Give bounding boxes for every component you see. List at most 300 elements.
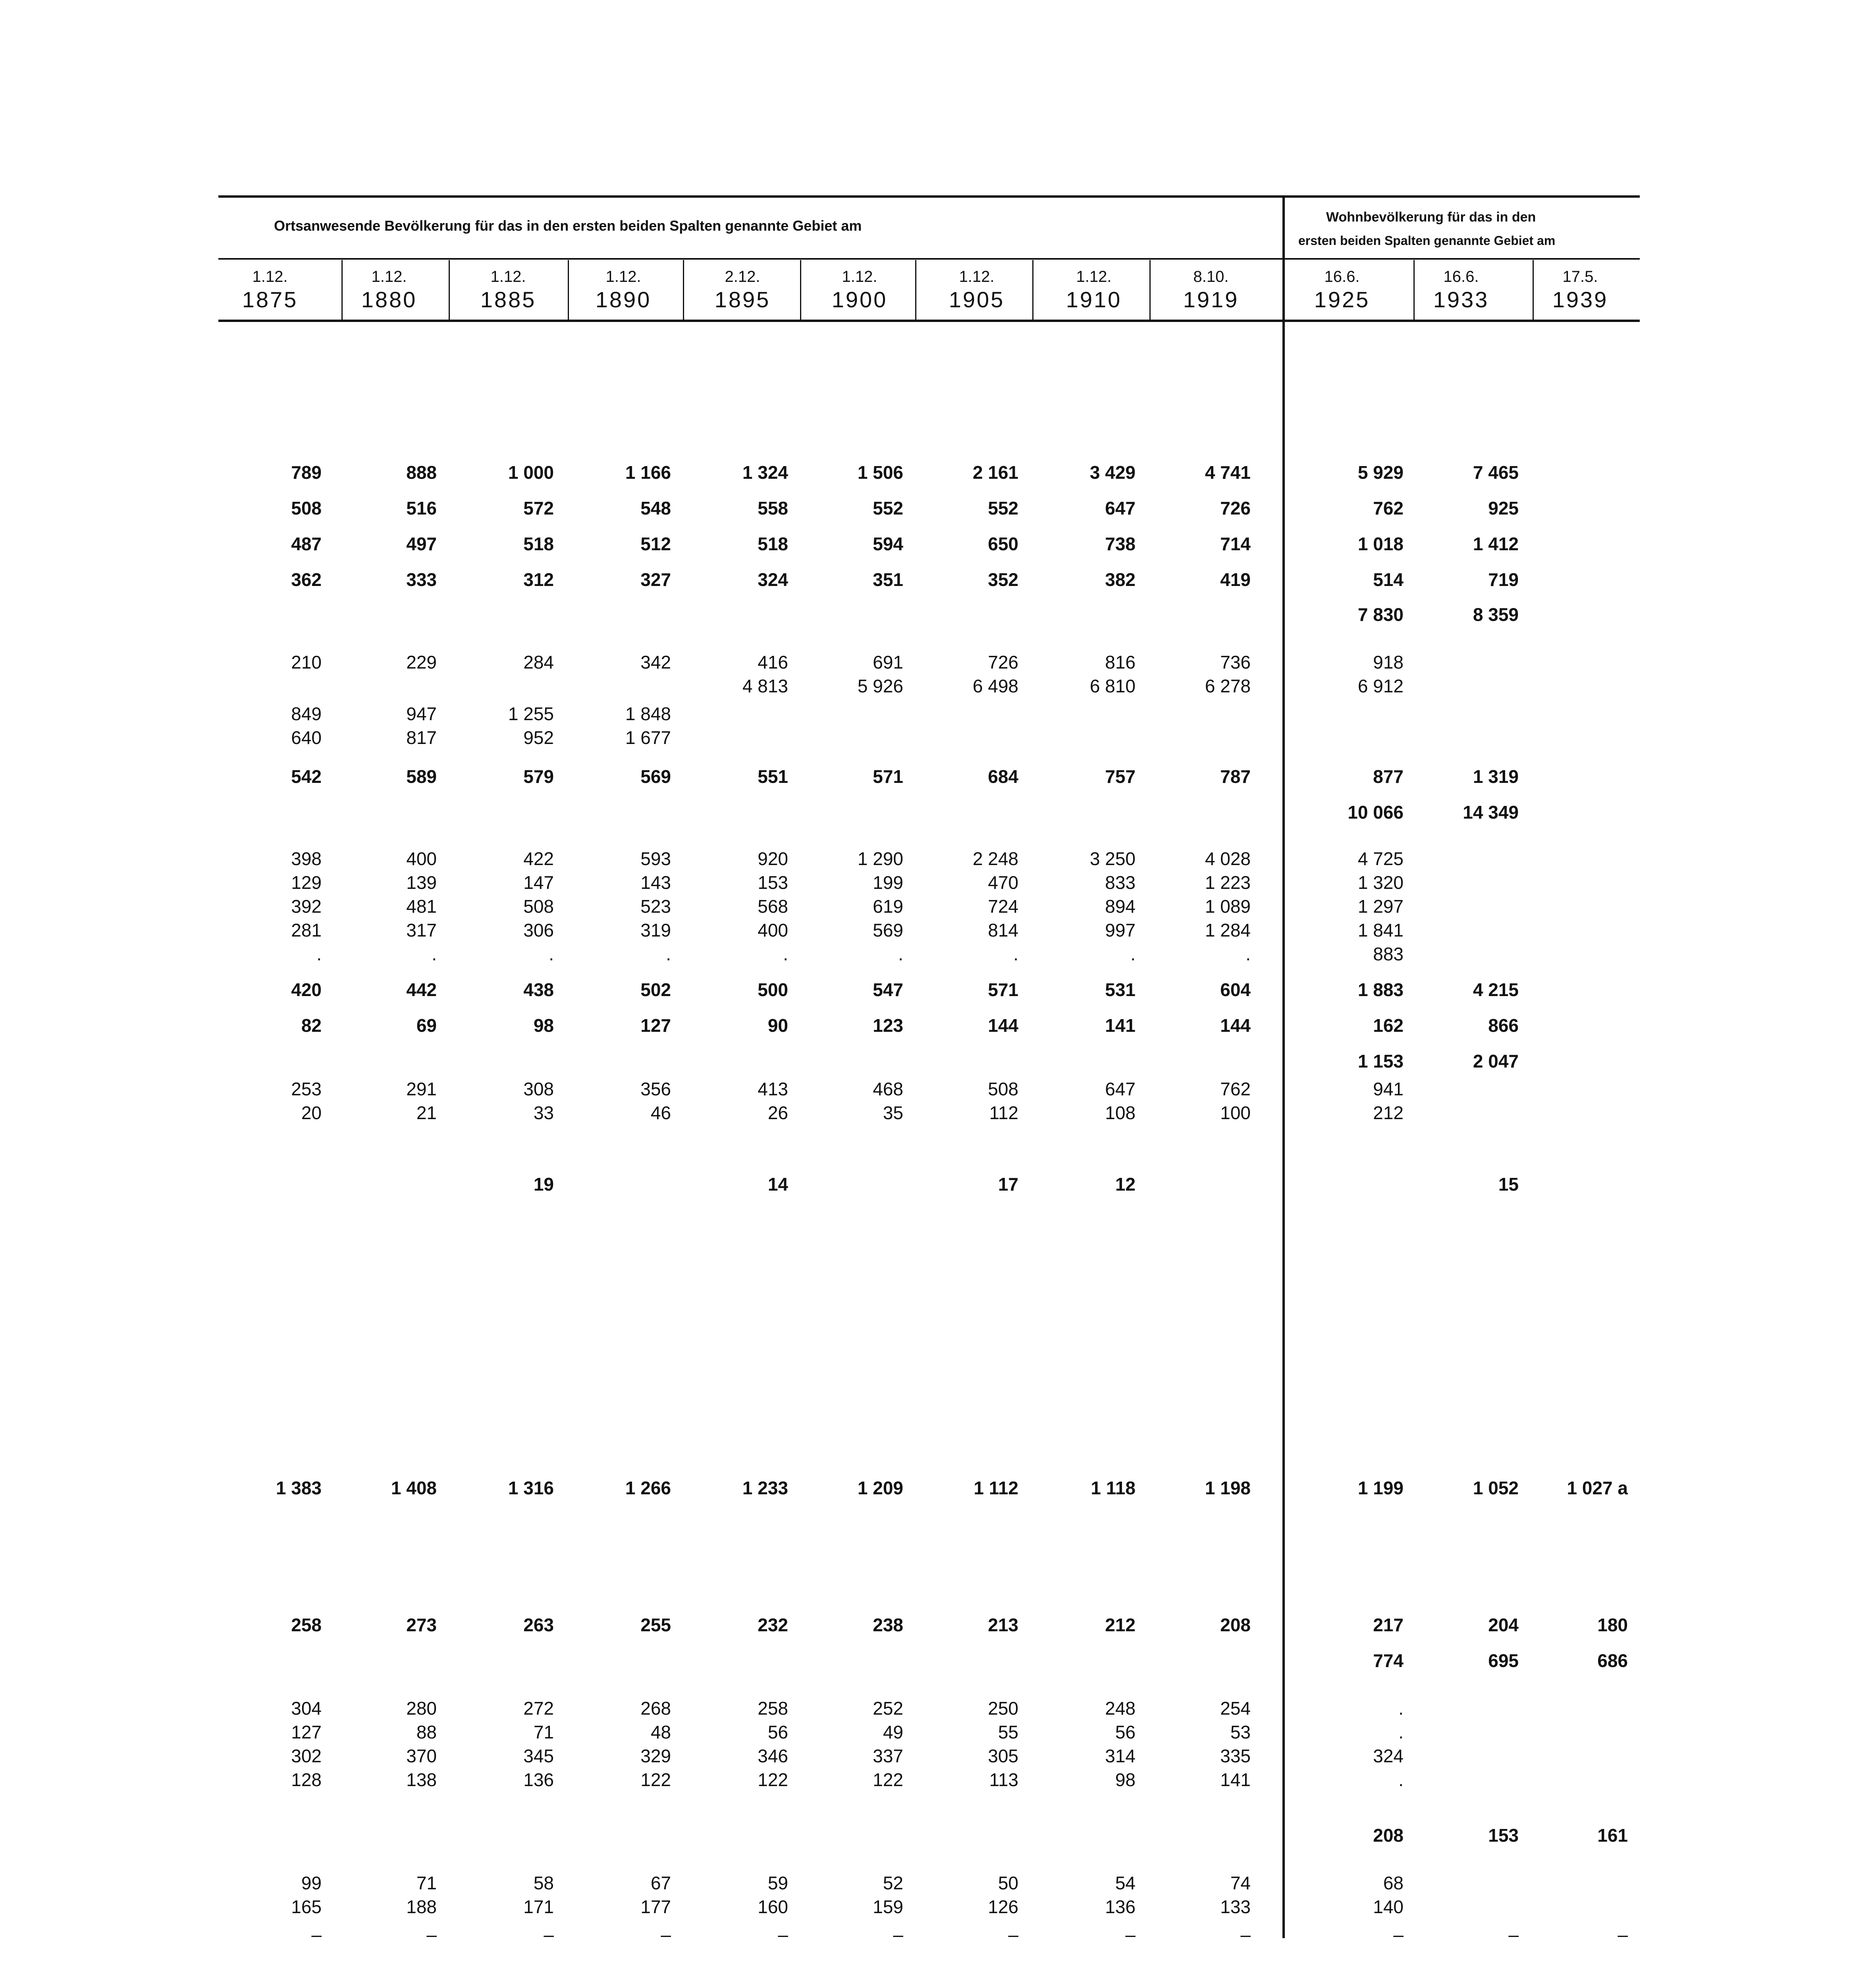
column-header-year: 1895 xyxy=(714,287,771,312)
table-cell: 1 284 xyxy=(1205,920,1251,940)
table-cell: 268 xyxy=(640,1698,671,1719)
table-cell: 210 xyxy=(291,652,322,673)
table-cell: 552 xyxy=(988,498,1018,518)
table-cell: 55 xyxy=(998,1722,1018,1742)
table-cell: 356 xyxy=(640,1079,671,1099)
table-cell: 531 xyxy=(1105,979,1136,1000)
table-cell: 129 xyxy=(291,872,322,893)
column-separator xyxy=(915,260,916,320)
table-cell: 312 xyxy=(523,569,554,590)
table-cell: 284 xyxy=(523,652,554,673)
table-cell: 833 xyxy=(1105,872,1136,893)
table-cell: 248 xyxy=(1105,1698,1136,1719)
table-cell: 217 xyxy=(1373,1615,1404,1635)
table-cell: 56 xyxy=(767,1722,788,1742)
table-cell: 4 813 xyxy=(742,676,788,696)
table-cell: 442 xyxy=(406,979,437,1000)
table-cell: 69 xyxy=(416,1015,437,1036)
table-cell: 143 xyxy=(640,872,671,893)
table-cell: 329 xyxy=(640,1746,671,1766)
table-cell: 160 xyxy=(758,1896,788,1917)
column-header xyxy=(687,265,798,311)
table-cell: 17 xyxy=(998,1174,1018,1195)
table-cell: 500 xyxy=(758,979,788,1000)
table-cell: 212 xyxy=(1105,1615,1136,1635)
table-cell: 877 xyxy=(1373,766,1404,787)
table-cell: 470 xyxy=(988,872,1018,893)
table-cell: 508 xyxy=(988,1079,1018,1099)
table-cell: 100 xyxy=(1220,1102,1251,1123)
table-cell: – xyxy=(661,1924,671,1945)
column-header-date: 16.6. xyxy=(1324,268,1360,285)
table-cell: 400 xyxy=(406,848,437,869)
table-cell: 342 xyxy=(640,652,671,673)
table-cell: 180 xyxy=(1597,1615,1628,1635)
table-cell: 1 199 xyxy=(1357,1478,1404,1498)
table-cell: 726 xyxy=(1220,498,1251,518)
table-cell: 640 xyxy=(291,727,322,748)
table-cell: 947 xyxy=(406,703,437,724)
table-cell: . xyxy=(432,944,437,964)
column-header xyxy=(804,265,915,311)
column-header-date: 1.12. xyxy=(252,268,288,285)
table-cell: 849 xyxy=(291,703,322,724)
column-header xyxy=(214,265,326,311)
table-cell: 774 xyxy=(1373,1650,1404,1671)
table-cell: 508 xyxy=(523,896,554,917)
table-cell: 572 xyxy=(523,498,554,518)
table-cell: 918 xyxy=(1373,652,1404,673)
table-cell: 10 066 xyxy=(1348,802,1404,823)
table-cell: 4 215 xyxy=(1473,979,1519,1000)
table-cell: 370 xyxy=(406,1746,437,1766)
table-cell: 71 xyxy=(416,1873,437,1893)
table-cell: 1 089 xyxy=(1205,896,1251,917)
table-cell: 604 xyxy=(1220,979,1251,1000)
table-cell: 619 xyxy=(873,896,903,917)
table-cell: 413 xyxy=(758,1079,788,1099)
table-cell: 551 xyxy=(758,766,788,787)
table-cell: 71 xyxy=(533,1722,554,1742)
table-cell: 56 xyxy=(1115,1722,1136,1742)
table-cell: 518 xyxy=(523,534,554,554)
column-header xyxy=(1155,265,1267,311)
table-cell: – xyxy=(1618,1924,1628,1945)
table-cell: 523 xyxy=(640,896,671,917)
table-cell: 695 xyxy=(1488,1650,1519,1671)
table-cell: 213 xyxy=(988,1615,1018,1635)
column-header-year: 1919 xyxy=(1183,287,1239,312)
table-cell: 691 xyxy=(873,652,903,673)
table-cell: 99 xyxy=(301,1873,322,1893)
column-header-year: 1925 xyxy=(1314,287,1370,312)
table-cell: 789 xyxy=(291,462,322,483)
table-cell: 888 xyxy=(406,462,437,483)
table-cell: 6 810 xyxy=(1089,676,1136,696)
table-cell: 502 xyxy=(640,979,671,1000)
table-cell: 8 359 xyxy=(1473,604,1519,625)
table-cell: 141 xyxy=(1220,1769,1251,1790)
table-cell: 127 xyxy=(640,1015,671,1036)
table-cell: 941 xyxy=(1373,1079,1404,1099)
table-cell: – xyxy=(1393,1924,1404,1945)
table-cell: 1 198 xyxy=(1205,1478,1251,1498)
table-cell: 98 xyxy=(533,1015,554,1036)
column-header-date: 8.10. xyxy=(1193,268,1229,285)
table-cell: 1 883 xyxy=(1357,979,1404,1000)
table-cell: 127 xyxy=(291,1722,322,1742)
table-cell: 579 xyxy=(523,766,554,787)
column-header-year: 1939 xyxy=(1552,287,1608,312)
subheader-rule xyxy=(218,258,1640,260)
table-cell: 714 xyxy=(1220,534,1251,554)
column-header-date: 2.12. xyxy=(725,268,760,285)
column-header xyxy=(453,265,564,311)
table-cell: 144 xyxy=(1220,1015,1251,1036)
table-cell: 762 xyxy=(1373,498,1404,518)
table-cell: – xyxy=(1508,1924,1519,1945)
column-header-year: 1905 xyxy=(949,287,1005,312)
column-header-year: 1880 xyxy=(361,287,417,312)
table-cell: . xyxy=(1398,1698,1404,1719)
table-cell: 122 xyxy=(640,1769,671,1790)
column-header-year: 1933 xyxy=(1433,287,1489,312)
table-cell: 346 xyxy=(758,1746,788,1766)
table-cell: 817 xyxy=(406,727,437,748)
table-cell: . xyxy=(1398,1769,1404,1790)
table-cell: 255 xyxy=(640,1615,671,1635)
table-cell: 327 xyxy=(640,569,671,590)
table-cell: . xyxy=(783,944,788,964)
table-cell: 1 018 xyxy=(1357,534,1404,554)
table-cell: 569 xyxy=(640,766,671,787)
table-cell: 1 255 xyxy=(508,703,554,724)
table-cell: 46 xyxy=(650,1102,671,1123)
column-separator xyxy=(1032,260,1033,320)
column-header-year: 1900 xyxy=(831,287,888,312)
table-cell: 26 xyxy=(767,1102,788,1123)
table-cell: 814 xyxy=(988,920,1018,940)
table-cell: 50 xyxy=(998,1873,1018,1893)
table-cell: 53 xyxy=(1230,1722,1251,1742)
table-cell: . xyxy=(1246,944,1251,964)
table-cell: 337 xyxy=(873,1746,903,1766)
table-cell: 162 xyxy=(1373,1015,1404,1036)
table-cell: 258 xyxy=(291,1615,322,1635)
column-separator xyxy=(449,260,450,320)
table-cell: 317 xyxy=(406,920,437,940)
table-cell: 263 xyxy=(523,1615,554,1635)
table-cell: 2 161 xyxy=(972,462,1018,483)
table-cell: 212 xyxy=(1373,1102,1404,1123)
right-header-title-line2: ersten beiden Spalten genannte Gebiet am xyxy=(1298,233,1556,248)
table-cell: 352 xyxy=(988,569,1018,590)
table-cell: 147 xyxy=(523,872,554,893)
table-cell: 589 xyxy=(406,766,437,787)
table-cell: 33 xyxy=(533,1102,554,1123)
table-cell: 1 290 xyxy=(857,848,903,869)
table-cell: 497 xyxy=(406,534,437,554)
table-cell: 542 xyxy=(291,766,322,787)
table-cell: 2 248 xyxy=(972,848,1018,869)
table-cell: 1 266 xyxy=(625,1478,671,1498)
column-separator xyxy=(1149,260,1151,320)
table-cell: 4 725 xyxy=(1357,848,1404,869)
table-cell: 516 xyxy=(406,498,437,518)
table-cell: 67 xyxy=(650,1873,671,1893)
table-cell: 362 xyxy=(291,569,322,590)
table-cell: 7 830 xyxy=(1357,604,1404,625)
column-header-date: 1.12. xyxy=(605,268,641,285)
table-cell: 324 xyxy=(758,569,788,590)
table-cell: 1 027 a xyxy=(1567,1478,1628,1498)
table-cell: 1 233 xyxy=(742,1478,788,1498)
table-cell: 74 xyxy=(1230,1873,1251,1893)
table-cell: 141 xyxy=(1105,1015,1136,1036)
table-cell: 866 xyxy=(1488,1015,1519,1036)
table-cell: 1 848 xyxy=(625,703,671,724)
right-header-title-line1: Wohnbevölkerung für das in den xyxy=(1326,210,1536,225)
column-header-year: 1890 xyxy=(595,287,652,312)
column-header-date: 16.6. xyxy=(1443,268,1479,285)
table-cell: 208 xyxy=(1373,1825,1404,1846)
table-cell: – xyxy=(778,1924,788,1945)
table-cell: 304 xyxy=(291,1698,322,1719)
table-cell: 15 xyxy=(1498,1174,1519,1195)
column-header-date: 1.12. xyxy=(490,268,526,285)
table-cell: 82 xyxy=(301,1015,322,1036)
table-cell: 35 xyxy=(883,1102,903,1123)
table-cell: 314 xyxy=(1105,1746,1136,1766)
table-cell: 547 xyxy=(873,979,903,1000)
table-cell: . xyxy=(1013,944,1018,964)
table-cell: 1 320 xyxy=(1357,872,1404,893)
table-cell: – xyxy=(1008,1924,1018,1945)
column-header-date: 1.12. xyxy=(842,268,877,285)
table-cell: 208 xyxy=(1220,1615,1251,1635)
table-cell: 5 926 xyxy=(857,676,903,696)
table-cell: 254 xyxy=(1220,1698,1251,1719)
table-cell: 161 xyxy=(1597,1825,1628,1846)
table-cell: 392 xyxy=(291,896,322,917)
table-cell: 3 250 xyxy=(1089,848,1136,869)
table-cell: 280 xyxy=(406,1698,437,1719)
table-cell: 416 xyxy=(758,652,788,673)
table-cell: 1 166 xyxy=(625,462,671,483)
table-cell: 558 xyxy=(758,498,788,518)
table-cell: 229 xyxy=(406,652,437,673)
table-cell: 883 xyxy=(1373,944,1404,964)
table-cell: 4 028 xyxy=(1205,848,1251,869)
table-cell: 351 xyxy=(873,569,903,590)
table-cell: 568 xyxy=(758,896,788,917)
column-header xyxy=(921,265,1032,311)
table-cell: 1 316 xyxy=(508,1478,554,1498)
table-cell: 7 465 xyxy=(1473,462,1519,483)
table-cell: 514 xyxy=(1373,569,1404,590)
table-cell: . xyxy=(549,944,554,964)
table-cell: 14 349 xyxy=(1463,802,1519,823)
table-cell: 177 xyxy=(640,1896,671,1917)
table-cell: 1 412 xyxy=(1473,534,1519,554)
table-cell: 136 xyxy=(523,1769,554,1790)
table-cell: 98 xyxy=(1115,1769,1136,1790)
table-cell: 20 xyxy=(301,1102,322,1123)
column-header xyxy=(1406,265,1517,311)
table-cell: 686 xyxy=(1597,1650,1628,1671)
table-cell: 1 052 xyxy=(1473,1478,1519,1498)
table-cell: 153 xyxy=(1488,1825,1519,1846)
table-cell: 1 000 xyxy=(508,462,554,483)
table-cell: 548 xyxy=(640,498,671,518)
table-cell: 1 112 xyxy=(974,1478,1018,1498)
table-cell: 139 xyxy=(406,872,437,893)
table-cell: 12 xyxy=(1115,1174,1136,1195)
table-cell: 1 408 xyxy=(391,1478,437,1498)
table-cell: 3 429 xyxy=(1089,462,1136,483)
table-cell: 719 xyxy=(1488,569,1519,590)
table-cell: 757 xyxy=(1105,766,1136,787)
table-cell: 133 xyxy=(1220,1896,1251,1917)
table-cell: 726 xyxy=(988,652,1018,673)
table-cell: 571 xyxy=(988,979,1018,1000)
header-bottom-rule xyxy=(218,320,1640,322)
table-cell: 333 xyxy=(406,569,437,590)
column-header xyxy=(1286,265,1398,311)
column-header-date: 1.12. xyxy=(959,268,995,285)
table-cell: . xyxy=(666,944,671,964)
table-cell: 165 xyxy=(291,1896,322,1917)
table-cell: 1 297 xyxy=(1357,896,1404,917)
table-cell: – xyxy=(893,1924,903,1945)
table-cell: 188 xyxy=(406,1896,437,1917)
table-cell: 1 223 xyxy=(1205,872,1251,893)
table-cell: 508 xyxy=(291,498,322,518)
table-cell: 324 xyxy=(1373,1746,1404,1766)
table-cell: 302 xyxy=(291,1746,322,1766)
table-cell: 6 498 xyxy=(972,676,1018,696)
table-cell: 593 xyxy=(640,848,671,869)
table-cell: 419 xyxy=(1220,569,1251,590)
table-cell: 308 xyxy=(523,1079,554,1099)
table-cell: 14 xyxy=(767,1174,788,1195)
table-cell: 48 xyxy=(650,1722,671,1742)
table-cell: 894 xyxy=(1105,896,1136,917)
column-header xyxy=(1525,265,1636,311)
table-cell: 487 xyxy=(291,534,322,554)
table-cell: 1 324 xyxy=(742,462,788,483)
table-cell: 199 xyxy=(873,872,903,893)
table-cell: 238 xyxy=(873,1615,903,1635)
table-cell: 153 xyxy=(758,872,788,893)
table-cell: 159 xyxy=(873,1896,903,1917)
table-cell: 204 xyxy=(1488,1615,1519,1635)
table-cell: 272 xyxy=(523,1698,554,1719)
column-header-year: 1910 xyxy=(1066,287,1122,312)
table-cell: 420 xyxy=(291,979,322,1000)
column-header-date: 1.12. xyxy=(371,268,407,285)
table-cell: 90 xyxy=(767,1015,788,1036)
table-cell: 1 118 xyxy=(1091,1478,1136,1498)
table-cell: 594 xyxy=(873,534,903,554)
table-cell: 647 xyxy=(1105,1079,1136,1099)
table-cell: 738 xyxy=(1105,534,1136,554)
table-cell: 571 xyxy=(873,766,903,787)
table-cell: 335 xyxy=(1220,1746,1251,1766)
table-cell: 1 506 xyxy=(857,462,903,483)
table-cell: 232 xyxy=(758,1615,788,1635)
table-top-rule xyxy=(218,195,1640,198)
table-cell: 252 xyxy=(873,1698,903,1719)
table-cell: 138 xyxy=(406,1769,437,1790)
table-cell: 569 xyxy=(873,920,903,940)
table-cell: 258 xyxy=(758,1698,788,1719)
table-cell: 122 xyxy=(873,1769,903,1790)
table-cell: 952 xyxy=(523,727,554,748)
table-cell: . xyxy=(1398,1722,1404,1742)
table-cell: 552 xyxy=(873,498,903,518)
table-cell: 281 xyxy=(291,920,322,940)
column-header-year: 1885 xyxy=(480,287,536,312)
table-cell: 382 xyxy=(1105,569,1136,590)
column-header-date: 17.5. xyxy=(1562,268,1598,285)
left-header-title: Ortsanwesende Bevölkerung für das in den ersten beiden Spalten genannte Gebiet am xyxy=(274,218,862,234)
table-cell: 1 383 xyxy=(276,1478,322,1498)
column-header xyxy=(1038,265,1149,311)
table-cell: 518 xyxy=(758,534,788,554)
table-cell: 481 xyxy=(406,896,437,917)
table-cell: 250 xyxy=(988,1698,1018,1719)
table-cell: 305 xyxy=(988,1746,1018,1766)
table-cell: 925 xyxy=(1488,498,1519,518)
table-cell: 113 xyxy=(989,1769,1018,1790)
table-cell: 253 xyxy=(291,1079,322,1099)
column-header-year: 1875 xyxy=(242,287,298,312)
table-cell: 52 xyxy=(883,1873,903,1893)
table-cell: 512 xyxy=(640,534,671,554)
column-header xyxy=(568,265,679,311)
table-cell: 306 xyxy=(523,920,554,940)
column-header xyxy=(334,265,445,311)
table-cell: 724 xyxy=(988,896,1018,917)
table-cell: 108 xyxy=(1105,1102,1136,1123)
table-cell: 136 xyxy=(1105,1896,1136,1917)
table-cell: 920 xyxy=(758,848,788,869)
table-cell: 49 xyxy=(883,1722,903,1742)
table-cell: 319 xyxy=(640,920,671,940)
table-cell: 1 841 xyxy=(1357,920,1404,940)
table-cell: 422 xyxy=(523,848,554,869)
table-cell: 345 xyxy=(523,1746,554,1766)
table-cell: 5 929 xyxy=(1357,462,1404,483)
table-cell: 400 xyxy=(758,920,788,940)
table-cell: . xyxy=(316,944,322,964)
table-cell: 438 xyxy=(523,979,554,1000)
table-cell: 997 xyxy=(1105,920,1136,940)
table-cell: 6 278 xyxy=(1205,676,1251,696)
table-cell: 126 xyxy=(988,1896,1018,1917)
table-cell: – xyxy=(426,1924,437,1945)
table-cell: – xyxy=(1125,1924,1136,1945)
table-cell: 684 xyxy=(988,766,1018,787)
table-cell: 1 319 xyxy=(1473,766,1519,787)
table-cell: 1 209 xyxy=(857,1478,903,1498)
table-cell: 144 xyxy=(988,1015,1018,1036)
table-cell: 291 xyxy=(406,1079,437,1099)
table-cell: . xyxy=(1130,944,1136,964)
column-separator xyxy=(683,260,684,320)
table-cell: 123 xyxy=(873,1015,903,1036)
